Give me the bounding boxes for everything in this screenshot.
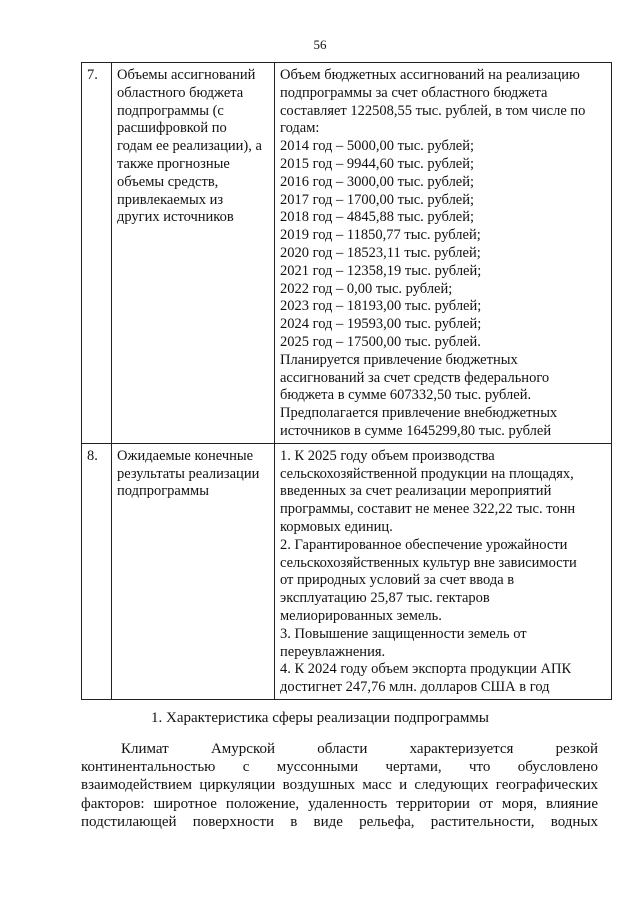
row-name-cell — [112, 63, 275, 444]
description-line: 1. К 2025 году объем производства — [280, 447, 495, 464]
description-line: 2018 год – 4845,88 тыс. рублей; — [280, 209, 475, 226]
description-line: ассигнований за счет средств федерального — [280, 369, 550, 386]
description-line: сельскохозяйственных культур вне зависимости — [280, 554, 577, 571]
description-line: 2015 год – 9944,60 тыс. рублей; — [280, 155, 475, 172]
table-row — [82, 443, 612, 699]
description-line: годам: — [280, 120, 320, 137]
name-line: расшифровкой по — [117, 120, 227, 137]
paragraph-line: взаимодействием циркуляции воздушных масс и следующих географических — [81, 777, 598, 794]
description-line: мелиорированных земель. — [280, 607, 442, 624]
name-line: Ожидаемые конечные — [117, 447, 254, 464]
paragraph-line: Климат Амурской области характеризуется резкой — [121, 741, 598, 757]
row-description-cell — [275, 443, 612, 699]
description-line: кормовых единиц. — [280, 518, 393, 535]
name-line: Объемы ассигнований — [117, 67, 256, 83]
body-paragraph — [81, 740, 598, 831]
row-number: 7. — [87, 67, 98, 83]
description-line: эксплуатацию 25,87 тыс. гектаров — [280, 590, 490, 607]
page-number: 56 — [313, 37, 327, 52]
description-line: 2016 год – 3000,00 тыс. рублей; — [280, 173, 475, 190]
description-line: бюджета в сумме 607332,50 тыс. рублей. — [280, 387, 532, 404]
row-description-cell — [275, 63, 612, 444]
description-line: 2022 год – 0,00 тыс. рублей; — [280, 280, 453, 297]
section-heading: 1. Характеристика сферы реализации подпрограммы — [151, 710, 489, 726]
paragraph-line: подстилающей поверхности в виде рельефа, растительности, водных — [81, 813, 598, 830]
description-line: от природных условий за счет ввода в — [280, 572, 515, 589]
description-line: 2021 год – 12358,19 тыс. рублей; — [280, 262, 482, 279]
row-name-cell — [112, 443, 275, 699]
name-line: также прогнозные — [117, 155, 230, 172]
name-line: подпрограммы (с — [117, 102, 224, 119]
description-line: 2019 год – 11850,77 тыс. рублей; — [280, 227, 481, 244]
description-line: 2023 год – 18193,00 тыс. рублей; — [280, 298, 482, 315]
description-line: подпрограммы за счет областного бюджета — [280, 84, 548, 101]
description-line: 3. Повышение защищенности земель от — [280, 625, 527, 642]
description-line: 2025 год – 17500,00 тыс. рублей. — [280, 333, 481, 350]
description-line: достигнет 247,76 млн. долларов США в год — [280, 679, 550, 696]
description-line: 2024 год – 19593,00 тыс. рублей; — [280, 316, 482, 333]
row-number-cell — [82, 63, 112, 444]
table-row — [82, 63, 612, 444]
row-number-cell — [82, 443, 112, 699]
description-line: 2014 год – 5000,00 тыс. рублей; — [280, 138, 475, 155]
paragraph-line: континентальностью с муссонными чертами, что обусловлено — [81, 759, 598, 776]
name-line: областного бюджета — [117, 84, 244, 101]
description-line: программы, составит не менее 322,22 тыс. тонн — [280, 501, 576, 518]
name-line: подпрограммы — [117, 483, 209, 500]
description-line: источников в сумме 1645299,80 тыс. рублей — [280, 422, 552, 439]
description-line: сельскохозяйственной продукции на площадях, — [280, 465, 574, 482]
description-line: 2. Гарантированное обеспечение урожайности — [280, 536, 568, 553]
row-number: 8. — [87, 447, 98, 464]
name-line: других источников — [117, 209, 234, 226]
name-line: объемы средств, — [117, 173, 219, 190]
description-line: введенных за счет реализации мероприятий — [280, 483, 552, 500]
name-line: привлекаемых из — [117, 191, 224, 208]
name-line: годам ее реализации), а — [117, 138, 262, 155]
description-line: 2017 год – 1700,00 тыс. рублей; — [280, 191, 475, 208]
name-line: результаты реализации — [117, 465, 260, 482]
description-line: Планируется привлечение бюджетных — [280, 351, 518, 368]
description-line: 2020 год – 18523,11 тыс. рублей; — [280, 244, 481, 261]
description-line: Объем бюджетных ассигнований на реализацию — [280, 67, 580, 83]
paragraph-line: факторов: широтное положение, удаленность территории от моря, влияние — [81, 795, 598, 812]
description-line: составляет 122508,55 тыс. рублей, в том числе по — [280, 102, 586, 119]
description-line: Предполагается привлечение внебюджетных — [280, 405, 558, 422]
passport-table — [81, 62, 612, 700]
description-line: 4. К 2024 году объем экспорта продукции АПК — [280, 661, 572, 678]
description-line: переувлажнения. — [280, 643, 386, 660]
